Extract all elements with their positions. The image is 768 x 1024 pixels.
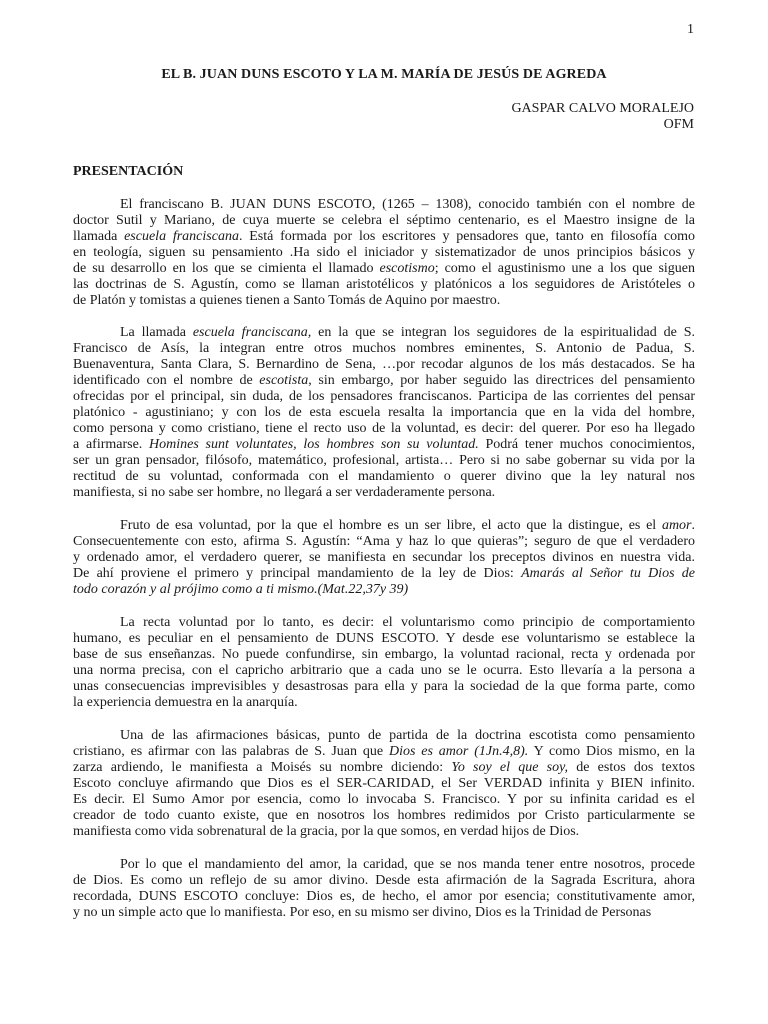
text-line: la experiencia demuestra en la anarquía. xyxy=(73,695,298,710)
text-line: a afirmarse. Homines sunt voluntates, los hombres son su voluntad. Podrá tener muchos conocimientos, xyxy=(73,437,695,452)
text-line: base de sus enseñanzas. No puede confundirse, sin embargo, la voluntad racional, recta y ordenada por xyxy=(73,647,695,662)
text-line: unas consecuencias imprevisibles y desastrosas para ella y para la sociedad de la que forma parte, como xyxy=(73,679,695,694)
text-line: Consecuentemente con esto, afirma S. Agustín: “Ama y haz lo que quieras”; seguro de que el verdadero xyxy=(73,534,695,549)
paragraph-6 xyxy=(73,857,695,921)
text-line: rectitud de su voluntad, conformada con el mandamiento o querer divino que la ley natural nos xyxy=(73,469,695,484)
text-line: doctor Sutil y Mariano, de cuya muerte se celebra el séptimo centenario, es el Maestro insigne de la xyxy=(73,213,695,228)
text-line: Es decir. El Sumo Amor por esencia, como lo invocaba S. Francisco. Y por su infinita caridad es el xyxy=(73,792,695,807)
text-line: llamada escuela franciscana. Está formada por los escritores y pensadores que, tanto en filosofía como xyxy=(73,229,695,244)
text-line: creador de todo cuanto existe, que en nosotros los hombres redimidos por Cristo particularmente se xyxy=(73,808,695,823)
text-line: todo corazón y al prójimo como a ti mismo.(Mat.22,37y 39) xyxy=(73,582,409,597)
document-title: EL B. JUAN DUNS ESCOTO Y LA M. MARÍA DE JESÚS DE AGREDA xyxy=(161,67,607,82)
text-line: Buenaventura, Santa Clara, S. Bernardino de Sena, …por recodar algunos de los más destacados. Se ha xyxy=(73,357,695,372)
author-name: GASPAR CALVO MORALEJO xyxy=(511,101,694,116)
text-line: ofrecidas por el principal, sin duda, de los pensadores franciscanos. Participa de las corrientes del pensar xyxy=(73,389,695,404)
text-line: De ahí proviene el primero y principal mandamiento de la ley de Dios: Amarás al Señor tu Dios de xyxy=(73,566,695,581)
text-line: manifiesta como vida sobrenatural de la gracia, por la que somos, en verdad hijos de Dios. xyxy=(73,824,580,839)
text-line: La recta voluntad por lo tanto, es decir: el voluntarismo como principio de comportamiento xyxy=(120,615,695,630)
text-line: platónico - agustiniano; y con los de esta escuela resalta la importancia que en la vida del hombre, xyxy=(73,405,695,420)
text-line: ser un gran pensador, filósofo, matemático, profesional, artista… Pero si no sabe gobernar su vida por la xyxy=(73,453,695,468)
text-line: y no un simple acto que lo manifiesta. Por eso, en su mismo ser divino, Dios es la Trinidad de Personas xyxy=(73,905,652,920)
text-line: de Dios. Es como un reflejo de su amor divino. Desde esta afirmación de la Sagrada Escritura, ahora xyxy=(73,873,695,888)
author-block xyxy=(511,101,694,133)
page-number: 1 xyxy=(687,22,694,37)
text-line: humano, es peculiar en el pensamiento de DUNS ESCOTO. Y desde ese voluntarismo se establece la xyxy=(73,631,695,646)
text-line: en teología, siguen su pensamiento .Ha sido el iniciador y sistematizador de unos principios básicos y xyxy=(73,245,695,260)
author-order: OFM xyxy=(663,117,694,132)
text-line: una norma precisa, con el capricho arbitrario que a cada uno se le ocurra. Esto llevaría a la persona a xyxy=(73,663,695,678)
paragraph-3 xyxy=(73,518,695,598)
text-line: y ordenado amor, el verdadero querer, se manifiesta en secundar los preceptos divinos en nuestra vida. xyxy=(73,550,695,565)
text-line: identificado con el nombre de escotista, sin embargo, por haber seguido las directrices del pensamiento xyxy=(73,373,695,388)
text-line: zarza ardiendo, le manifiesta a Moisés su nombre diciendo: Yo soy el que soy, de estos dos textos xyxy=(73,760,696,775)
text-line: recordada, DUNS ESCOTO concluye: Dios es, de hecho, el amor por esencia; constitutivamente amor, xyxy=(73,889,695,904)
paragraph-1 xyxy=(73,197,695,309)
section-heading: PRESENTACIÓN xyxy=(73,164,184,179)
text-line: Una de las afirmaciones básicas, punto de partida de la doctrina escotista como pensamiento xyxy=(120,728,695,743)
text-line: La llamada escuela franciscana, en la que se integran los seguidores de la espiritualidad de S. xyxy=(120,325,696,340)
paragraph-5 xyxy=(73,728,695,840)
text-line: Fruto de esa voluntad, por la que el hombre es un ser libre, el acto que la distingue, es el amor. xyxy=(120,518,695,533)
text-line: manifiesta, si no sabe ser hombre, no llegará a ser verdaderamente persona. xyxy=(73,485,496,500)
text-line: El franciscano B. JUAN DUNS ESCOTO, (1265 – 1308), conocido también con el nombre de xyxy=(120,197,695,212)
text-line: como persona y como cristiano, tiene el recto uso de la voluntad, es decir: del querer. Por eso ha llegado xyxy=(73,421,695,436)
text-line: de su desarrollo en los que se cimienta el llamado escotismo; como el agustinismo une a los que siguen xyxy=(73,261,695,276)
text-line: de Platón y tomistas a quienes tienen a Santo Tomás de Aquino por maestro. xyxy=(73,293,501,308)
text-line: Francisco de Asís, la integran entre otros muchos nombres eminentes, S. Antonio de Padua, S. xyxy=(73,341,695,356)
text-line: las doctrinas de S. Agustín, como se llaman aristotélicos y platónicos a los seguidores de Aristóteles o xyxy=(73,277,695,292)
text-line: Por lo que el mandamiento del amor, la caridad, que se nos manda tener entre nosotros, procede xyxy=(120,857,695,872)
text-line: cristiano, es afirmar con las palabras de S. Juan que Dios es amor (1Jn.4,8). Y como Dios mismo, en la xyxy=(73,744,695,759)
paragraph-2 xyxy=(73,325,695,501)
paragraph-4 xyxy=(73,615,695,711)
text-line: Escoto concluye afirmando que Dios es el SER-CARIDAD, el Ser VERDAD infinita y BIEN infinito. xyxy=(73,776,695,791)
